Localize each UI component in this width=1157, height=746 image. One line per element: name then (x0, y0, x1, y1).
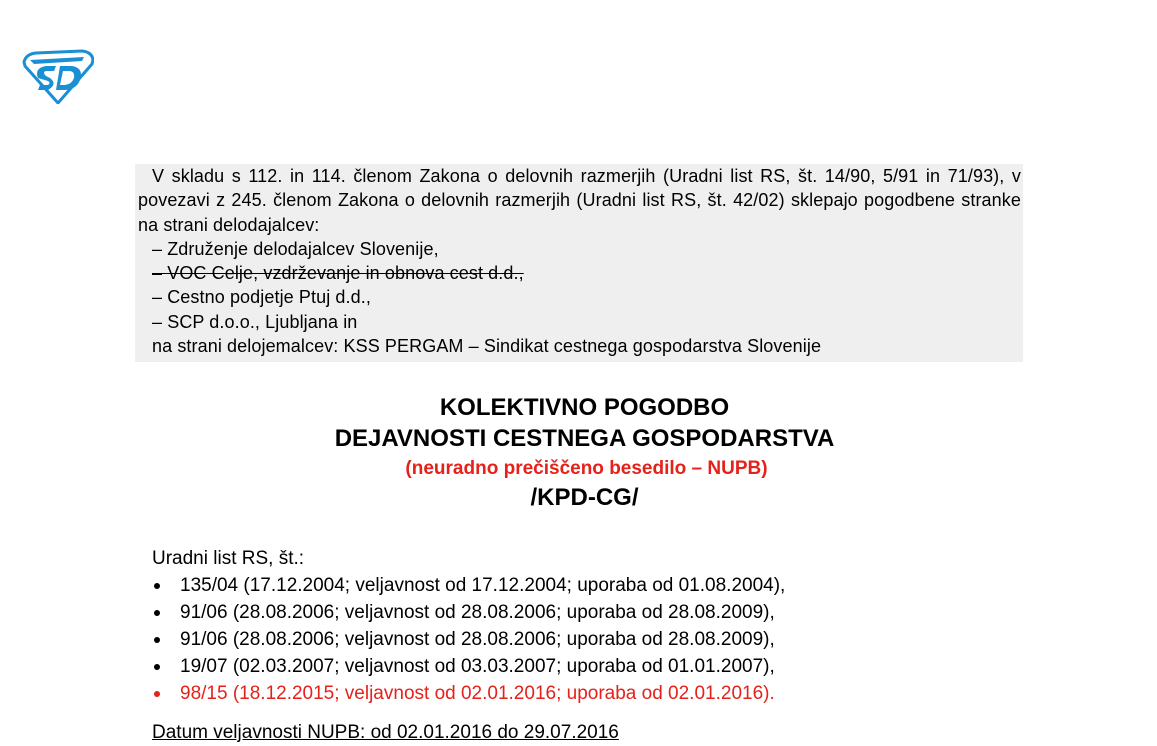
gazette-entry-text: 19/07 (02.03.2007; veljavnost od 03.03.2007; uporaba od 01.01.2007), (180, 656, 775, 677)
employer-parties-list (138, 237, 1021, 358)
intro-paragraph: V skladu s 112. in 114. členom Zakona o delovnih razmerjih (Uradni list RS, št. 14/90, 5/91 in 71/93), v povezavi z 245. členom Zakona o delovnih razmerjih (Uradni list RS, št. 42/02) sklepajo pogodbene stranke na strani delodajalcev: (138, 166, 1021, 235)
gazette-entry (152, 653, 1052, 680)
title-subtitle: (neuradno prečiščeno besedilo – NUPB) (405, 458, 768, 479)
bullet-icon (154, 664, 160, 670)
gazette-section (152, 545, 1052, 707)
party-item: – SCP d.o.o., Ljubljana in (152, 311, 358, 332)
gazette-entry (152, 599, 1052, 626)
party-item: – Združenje delodajalcev Slovenije, (152, 238, 439, 259)
gazette-entry-text: 91/06 (28.08.2006; veljavnost od 28.08.2006; uporaba od 28.08.2009), (180, 629, 775, 650)
sd-shield-logo-icon (22, 48, 94, 104)
gazette-entry-text: 91/06 (28.08.2006; veljavnost od 28.08.2006; uporaba od 28.08.2009), (180, 602, 775, 623)
party-item-struck: – VOC Celje, vzdrževanje in obnova cest d.d., (152, 263, 524, 284)
bullet-icon (154, 583, 160, 589)
gazette-entry (152, 572, 1052, 599)
title-line-2: DEJAVNOSTI CESTNEGA GOSPODARSTVA (334, 425, 835, 452)
validity-date: Datum veljavnosti NUPB: od 02.01.2016 do 29.07.2016 (152, 722, 619, 743)
title-line-1: KOLEKTIVNO POGODBO (439, 394, 730, 421)
gazette-entry-text: 135/04 (17.12.2004; veljavnost od 17.12.2004; uporaba od 01.08.2004), (180, 575, 786, 596)
gazette-heading: Uradni list RS, št.: (152, 548, 305, 569)
intro-section (135, 164, 1023, 362)
title-abbreviation: /KPD-CG/ (530, 484, 639, 511)
bullet-icon (154, 691, 160, 697)
gazette-entry-latest (152, 680, 1052, 707)
employees-line: na strani delojemalcev: KSS PERGAM – Sindikat cestnega gospodarstva Slovenije (152, 336, 822, 357)
gazette-entry (152, 626, 1052, 653)
bullet-icon (154, 610, 160, 616)
party-item: – Cestno podjetje Ptuj d.d., (152, 287, 371, 308)
bullet-icon (154, 637, 160, 643)
gazette-entry-text: 98/15 (18.12.2015; veljavnost od 02.01.2016; uporaba od 02.01.2016). (180, 683, 775, 704)
gazette-list (152, 572, 1052, 707)
